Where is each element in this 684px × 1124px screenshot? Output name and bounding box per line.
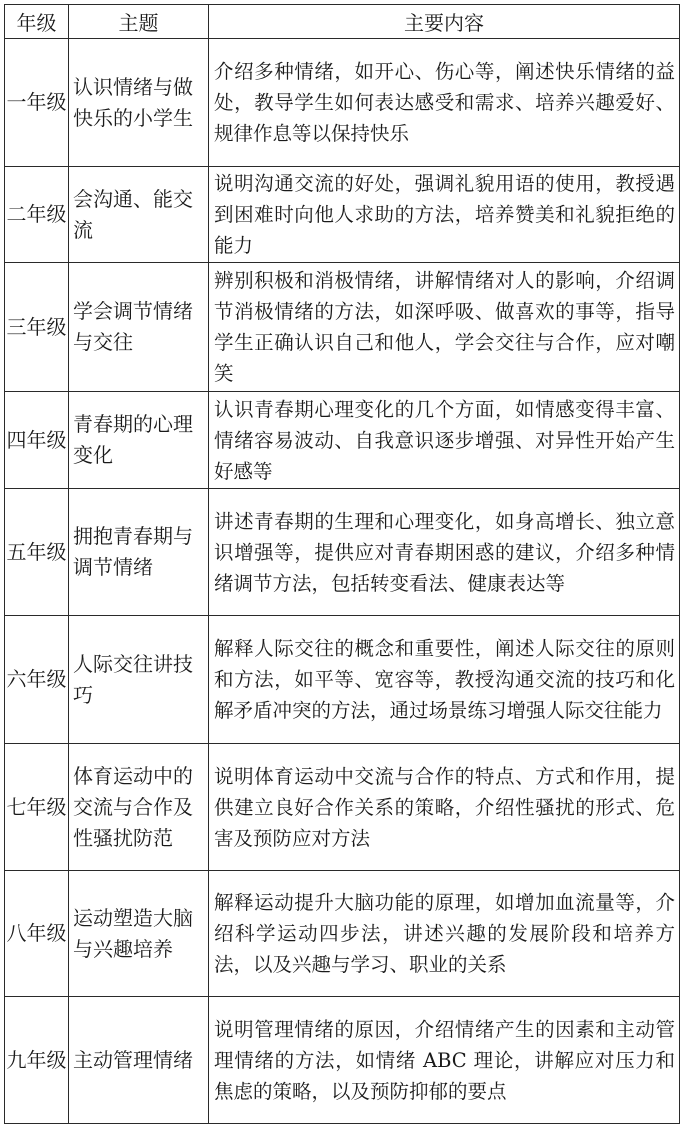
table-row	[5, 489, 680, 616]
content-cell: 解释运动提升大脑功能的原理，如增加血流量等，介绍科学运动四步法，讲述兴趣的发展阶段和培养方法，以及兴趣与学习、职业的关系	[209, 871, 680, 997]
grade-cell: 三年级	[5, 263, 69, 392]
grade-cell: 五年级	[5, 489, 69, 616]
topic-cell: 人际交往讲技巧	[69, 616, 209, 744]
content-cell: 说明沟通交流的好处，强调礼貌用语的使用，教授遇到困难时向他人求助的方法，培养赞美和礼貌拒绝的能力	[209, 167, 680, 263]
table-row	[5, 871, 680, 997]
header-topic: 主题	[69, 5, 209, 39]
grade-cell: 七年级	[5, 744, 69, 871]
topic-cell: 认识情绪与做快乐的小学生	[69, 39, 209, 167]
topic-cell: 主动管理情绪	[69, 997, 209, 1124]
table-row	[5, 39, 680, 167]
content-cell: 讲述青春期的生理和心理变化，如身高增长、独立意识增强等，提供应对青春期困惑的建议，介绍多种情绪调节方法，包括转变看法、健康表达等	[209, 489, 680, 616]
topic-cell: 体育运动中的交流与合作及性骚扰防范	[69, 744, 209, 871]
grade-cell: 六年级	[5, 616, 69, 744]
grade-cell: 四年级	[5, 392, 69, 489]
topic-cell: 拥抱青春期与调节情绪	[69, 489, 209, 616]
content-cell: 说明体育运动中交流与合作的特点、方式和作用，提供建立良好合作关系的策略，介绍性骚扰的形式、危害及预防应对方法	[209, 744, 680, 871]
table-row	[5, 167, 680, 263]
header-grade: 年级	[5, 5, 69, 39]
topic-cell: 会沟通、能交流	[69, 167, 209, 263]
grade-cell: 一年级	[5, 39, 69, 167]
table-row	[5, 263, 680, 392]
grade-cell: 九年级	[5, 997, 69, 1124]
topic-cell: 运动塑造大脑与兴趣培养	[69, 871, 209, 997]
grade-cell: 八年级	[5, 871, 69, 997]
content-cell: 辨别积极和消极情绪，讲解情绪对人的影响，介绍调节消极情绪的方法，如深呼吸、做喜欢的事等，指导学生正确认识自己和他人，学会交往与合作，应对嘲笑	[209, 263, 680, 392]
header-content: 主要内容	[209, 5, 680, 39]
curriculum-table	[4, 4, 680, 1124]
grade-cell: 二年级	[5, 167, 69, 263]
table-row	[5, 744, 680, 871]
content-cell: 介绍多种情绪，如开心、伤心等，阐述快乐情绪的益处，教导学生如何表达感受和需求、培养兴趣爱好、规律作息等以保持快乐	[209, 39, 680, 167]
topic-cell: 学会调节情绪与交往	[69, 263, 209, 392]
content-cell: 解释人际交往的概念和重要性，阐述人际交往的原则和方法，如平等、宽容等，教授沟通交流的技巧和化解矛盾冲突的方法，通过场景练习增强人际交往能力	[209, 616, 680, 744]
table-row	[5, 392, 680, 489]
content-cell: 认识青春期心理变化的几个方面，如情感变得丰富、情绪容易波动、自我意识逐步增强、对异性开始产生好感等	[209, 392, 680, 489]
topic-cell: 青春期的心理变化	[69, 392, 209, 489]
content-cell: 说明管理情绪的原因，介绍情绪产生的因素和主动管理情绪的方法，如情绪 ABC 理论，讲解应对压力和焦虑的策略，以及预防抑郁的要点	[209, 997, 680, 1124]
header-row	[5, 5, 680, 39]
table-row	[5, 616, 680, 744]
table-row	[5, 997, 680, 1124]
